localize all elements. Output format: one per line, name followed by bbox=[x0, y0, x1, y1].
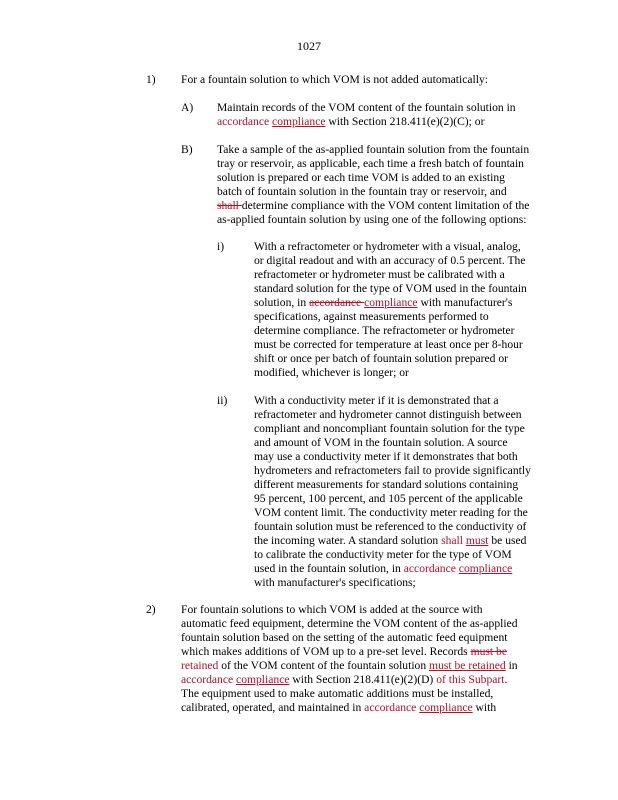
item-1-text: For a fountain solution to which VOM is not added automatically: bbox=[181, 73, 488, 86]
inserted-text: compliance bbox=[419, 701, 473, 714]
inserted-text: compliance bbox=[272, 115, 326, 128]
inserted-text: must be retained bbox=[429, 659, 506, 672]
item-1b-text: Take a sample of the as-applied fountain solution from the fountain tray or reservoir, as applicable, each time a fresh batch of fountain solution is prepared or each time VOM is added to an existing batch of fountain solution in the fountain tray or reservoir, and shall determine compliance with the VOM content limitation of the as-applied fountain solution by using one of the following options: bbox=[217, 143, 530, 226]
item-2-text: For fountain solutions to which VOM is added at the source with automatic feed equipment, determine the VOM content of the as-applied fountain solution based on the setting of the automatic feed equipment which makes additions of VOM up to a pre-set level. Records must be retained of the VOM content of the fountain solution must be retained in accordance compliance with Section 218.411(e)(2)(D) of this Subpart. The equipment used to make automatic additions must be installed, calibrated, operated, and maintained in accordance compliance with bbox=[181, 603, 518, 714]
deleted-text: shall bbox=[217, 199, 242, 212]
page-number: 1027 bbox=[297, 39, 321, 53]
deleted-text: accordance bbox=[309, 296, 365, 309]
inserted-text: compliance bbox=[458, 562, 513, 575]
inserted-text: of this Subpart bbox=[436, 673, 505, 686]
item-1b-i-text: With a refractometer or hydrometer with a visual, analog, or digital readout and with an accuracy of 0.5 percent. The refractometer or hydrometer must be calibrated with a standard solution for the type of VOM used in the fountain solution, in accordance compliance with manufacturer's specifications, against measurements performed to determine compliance. The refractometer or hydrometer must be corrected for temperature at least once per 8-hour shift or once per batch of fountain solution prepared or modified, whichever is longer; or bbox=[254, 240, 527, 379]
inserted-text: accordance bbox=[403, 562, 456, 575]
inserted-text: shall bbox=[441, 534, 463, 547]
inserted-text: must bbox=[465, 534, 489, 547]
item-1b-ii-label: ii) bbox=[217, 394, 228, 407]
inserted-text: accordance bbox=[217, 115, 270, 128]
deleted-text: must be bbox=[470, 645, 507, 658]
inserted-text: accordance bbox=[181, 673, 234, 686]
item-2-label: 2) bbox=[146, 603, 156, 616]
item-1b-i-label: i) bbox=[217, 240, 225, 253]
inserted-text: compliance bbox=[236, 673, 290, 686]
item-1a-label: A) bbox=[181, 101, 194, 114]
item-1a-text: Maintain records of the VOM content of the fountain solution in accordance compliance with Section 218.411(e)(2)(C); or bbox=[217, 101, 516, 128]
inserted-text: accordance bbox=[364, 701, 417, 714]
inserted-text: retained bbox=[181, 659, 219, 672]
inserted-text: compliance bbox=[364, 296, 418, 309]
item-1b-ii-text: With a conductivity meter if it is demonstrated that a refractometer and hydrometer cannot distinguish between compliant and noncompliant fountain solution for the type and amount of VOM in the fountain solution. A source may use a conductivity meter if it demonstrates that both hydrometers and refractometers fail to provide significantly different measurements for standard solutions containing 95 percent, 100 percent, and 105 percent of the applicable VOM content limit. The conductivity meter reading for the fountain solution must be referenced to the conductivity of the incoming water. A standard solution shall must be used to calibrate the conductivity meter for the type of VOM used in the fountain solution, in accordance compliance with manufacturer's specifications; bbox=[254, 394, 531, 589]
item-1-label: 1) bbox=[146, 73, 156, 86]
item-1b-label: B) bbox=[181, 143, 193, 156]
